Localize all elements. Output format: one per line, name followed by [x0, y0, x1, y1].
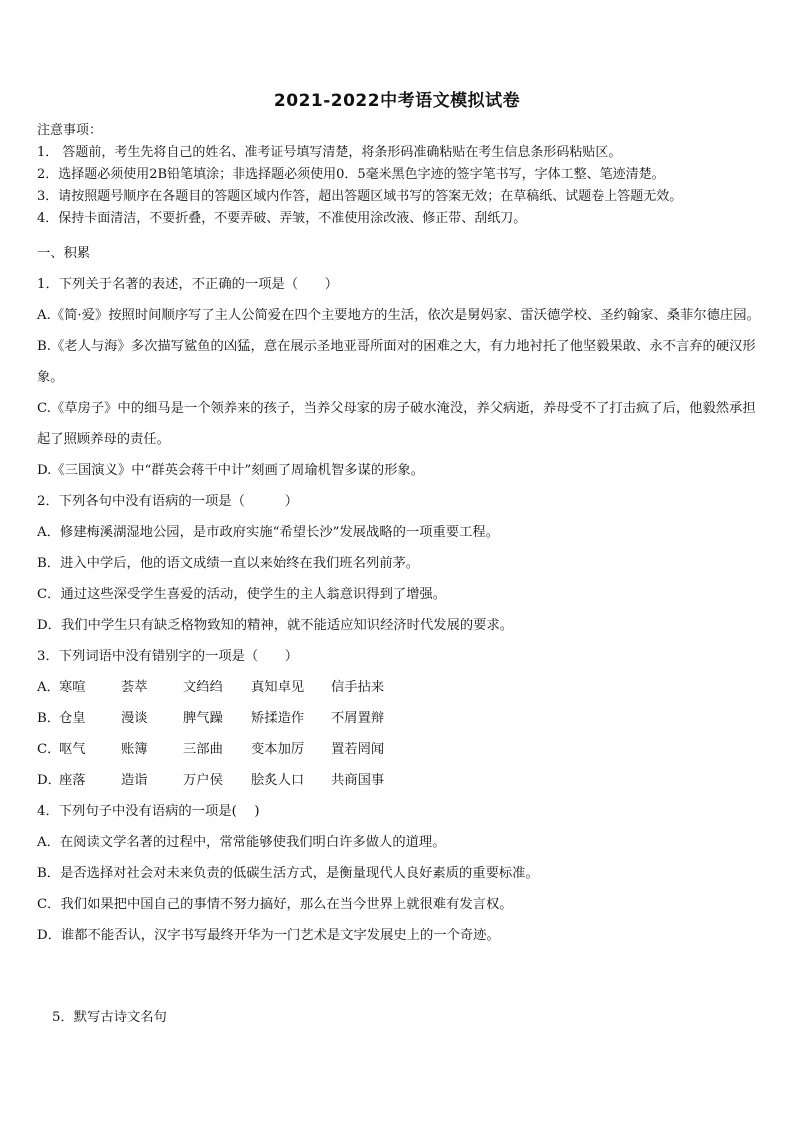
notice-item: 4．保持卡面清洁，不要折叠，不要弄破、弄皱，不准使用涂改液、修正带、刮纸刀。 [37, 211, 527, 226]
question-2-stem: 2．下列各句中没有语病的一项是（ ） [37, 494, 299, 509]
question-2-option-d: D．我们中学生只有缺乏格物致知的精神，就不能适应知识经济时代发展的要求。 [37, 618, 514, 633]
option-word: 文绉绉 [183, 680, 223, 695]
question-1-stem: 1．下列关于名著的表述，不正确的一项是（ ） [37, 277, 338, 292]
option-word: 信手拈来 [331, 680, 385, 695]
question-3-option-d [37, 765, 762, 796]
question-1-option-b: B.《老人与海》多次描写鲨鱼的凶猛，意在展示圣地亚哥所面对的困难之大，有力地衬托了他坚毅果敢、永不言弃的硬汉形象。 [37, 339, 756, 385]
option-word: 荟萃 [121, 680, 148, 695]
option-word: 变本加厉 [251, 742, 305, 757]
option-word: 座落 [59, 773, 86, 788]
question-4-option-c: C．我们如果把中国自己的事情不努力搞好，那么在当今世界上就很难有发言权。 [37, 897, 513, 912]
question-4-option-a: A．在阅读文学名著的过程中，常常能够使我们明白许多做人的道理。 [37, 835, 446, 850]
option-label: B． [37, 711, 61, 726]
question-1-option-d: D.《三国演义》中“群英会蒋干中计”刻画了周瑜机智多谋的形象。 [37, 463, 425, 478]
question-3-option-b [37, 703, 762, 734]
option-word: 账簿 [121, 742, 148, 757]
question-3-option-c [37, 734, 762, 765]
page-title: 2021-2022中考语文模拟试卷 [273, 91, 521, 111]
question-1-option-c: C.《草房子》中的细马是一个领养来的孩子，当养父母家的房子破水淹没，养父病逝，养母受不了打击疯了后，他毅然承担起了照顾养母的责任。 [37, 401, 756, 447]
option-word: 真知卓见 [251, 680, 305, 695]
option-word: 万户侯 [183, 773, 223, 788]
notice-item: 3．请按照题号顺序在各题目的答题区域内作答，超出答题区域书写的答案无效；在草稿纸、试题卷上答题无效。 [37, 189, 683, 204]
option-word: 仓皇 [59, 711, 86, 726]
option-word: 共商国事 [331, 773, 385, 788]
question-3-option-a [37, 672, 762, 703]
option-word: 不屑置辩 [331, 711, 385, 726]
question-4-stem: 4．下列句子中没有语病的一项是( ) [37, 804, 260, 819]
option-word: 呕气 [59, 742, 86, 757]
question-1-option-a: A.《简·爱》按照时间顺序写了主人公简爱在四个主要地方的生活，依次是舅妈家、雷沃德学校、圣约翰家、桑菲尔德庄园。 [37, 308, 760, 323]
option-label: A． [37, 680, 60, 695]
option-word: 脍炙人口 [251, 773, 305, 788]
question-5-stem: 5．默写古诗文名句 [52, 1010, 167, 1025]
question-2-option-a: A．修建梅溪湖湿地公园，是市政府实施“希望长沙”发展战略的一项重要工程。 [37, 525, 499, 540]
question-content [37, 238, 762, 951]
option-word: 脾气躁 [183, 711, 223, 726]
option-word: 矫揉造作 [251, 711, 305, 726]
notice-heading: 注意事项： [37, 123, 103, 138]
notice-item: 2．选择题必须使用2B铅笔填涂；非选择题必须使用0．5毫米黑色字迹的签字笔书写，字体工整、笔迹清楚。 [37, 167, 665, 182]
option-word: 漫谈 [121, 711, 148, 726]
notice-item: 1． 答题前，考生先将自己的姓名、准考证号填写清楚，将条形码准确粘贴在考生信息条形码粘贴区。 [37, 145, 622, 160]
question-2-option-b: B．进入中学后，他的语文成绩一直以来始终在我们班名列前茅。 [37, 556, 420, 571]
notice-block [37, 120, 767, 230]
option-word: 三部曲 [183, 742, 223, 757]
question-3-stem: 3．下列词语中没有错别字的一项是（ ） [37, 649, 299, 664]
option-label: C． [37, 742, 61, 757]
question-4-option-b: B．是否选择对社会对未来负责的低碳生活方式，是衡量现代人良好素质的重要标准。 [37, 866, 539, 881]
section-heading: 一、积累 [37, 246, 91, 261]
question-4-option-d: D．谁都不能否认，汉字书写最终开华为一门艺术是文字发展史上的一个奇迹。 [37, 928, 500, 943]
option-word: 造诣 [121, 773, 148, 788]
question-2-option-c: C．通过这些深受学生喜爱的活动，使学生的主人翁意识得到了增强。 [37, 587, 447, 602]
option-word: 置若罔闻 [331, 742, 385, 757]
option-word: 寒喧 [59, 680, 86, 695]
option-label: D． [37, 773, 61, 788]
